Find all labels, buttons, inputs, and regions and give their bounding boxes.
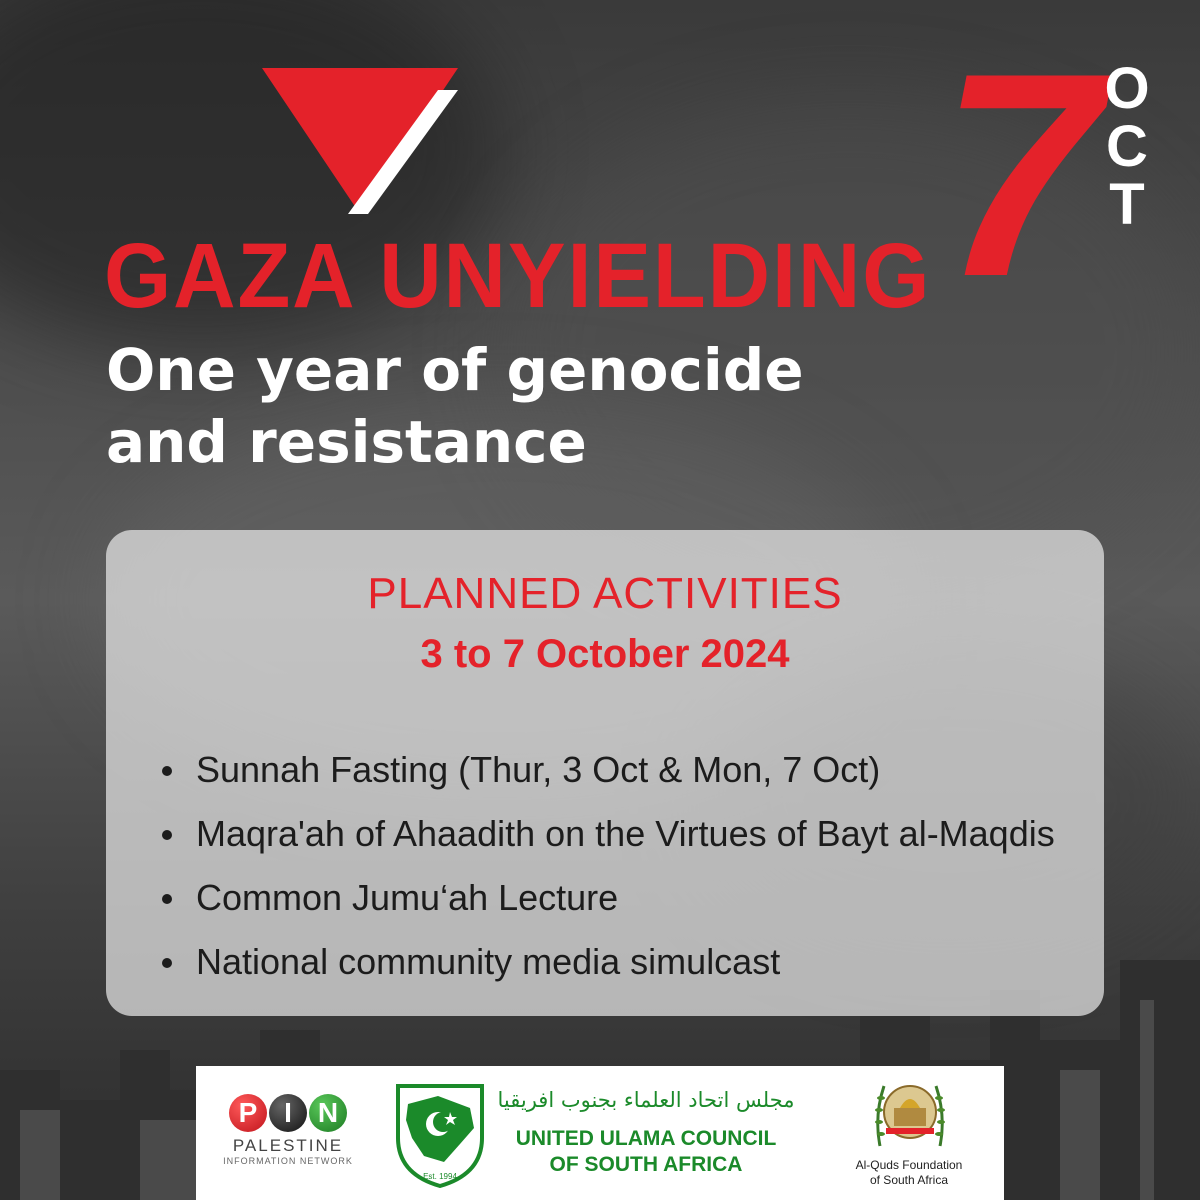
uucsa-emblem-text: Est. 1994: [423, 1172, 457, 1181]
pin-letter-i: I: [269, 1094, 307, 1132]
activity-list: [154, 738, 1055, 994]
activities-panel: [106, 530, 1104, 1016]
activity-item: Maqra'ah of Ahaadith on the Virtues of Bayt al-Maqdis: [154, 802, 1055, 866]
alquds-emblem-icon: [872, 1076, 948, 1156]
subtitle: [106, 334, 906, 478]
pin-subname: INFORMATION NETWORK: [223, 1156, 353, 1166]
date-month-letter: T: [1109, 172, 1145, 237]
subtitle-line: and resistance: [106, 408, 587, 476]
activity-item: Sunnah Fasting (Thur, 3 Oct & Mon, 7 Oct): [154, 738, 1055, 802]
pin-circles: [218, 1094, 358, 1132]
alquds-name: [824, 1158, 994, 1188]
activities-title: PLANNED ACTIVITIES: [367, 569, 843, 618]
date-month: [1092, 56, 1162, 237]
date-day: 7: [940, 13, 1102, 337]
date-month-letter: C: [1106, 114, 1148, 179]
alquds-name-line: Al-Quds Foundation: [855, 1158, 963, 1172]
pin-name: PALESTINE: [232, 1136, 344, 1155]
uucsa-emblem-icon: [394, 1082, 486, 1188]
red-triangle-logo: [262, 68, 462, 216]
uucsa-name: [496, 1126, 796, 1178]
alquds-name-line: of South Africa: [869, 1173, 949, 1187]
pin-letter-n: N: [309, 1094, 347, 1132]
uucsa-name-line: UNITED ULAMA COUNCIL: [515, 1127, 777, 1150]
activity-item: Common Jumu‘ah Lecture: [154, 866, 1055, 930]
activities-dates: 3 to 7 October 2024: [420, 632, 790, 676]
date-month-letter: O: [1104, 56, 1150, 121]
pin-letter-p: P: [229, 1094, 267, 1132]
headline: GAZA UNYIELDING: [104, 225, 932, 327]
subtitle-line: One year of genocide: [106, 336, 804, 404]
uucsa-name-line: OF SOUTH AFRICA: [549, 1153, 743, 1176]
uucsa-arabic-name: مجلس اتحاد العلماء بجنوب افريقيا: [497, 1088, 795, 1112]
sponsor-logo-bar: [196, 1066, 1004, 1200]
activity-item: National community media simulcast: [154, 930, 1055, 994]
pin-logo: [218, 1094, 358, 1166]
